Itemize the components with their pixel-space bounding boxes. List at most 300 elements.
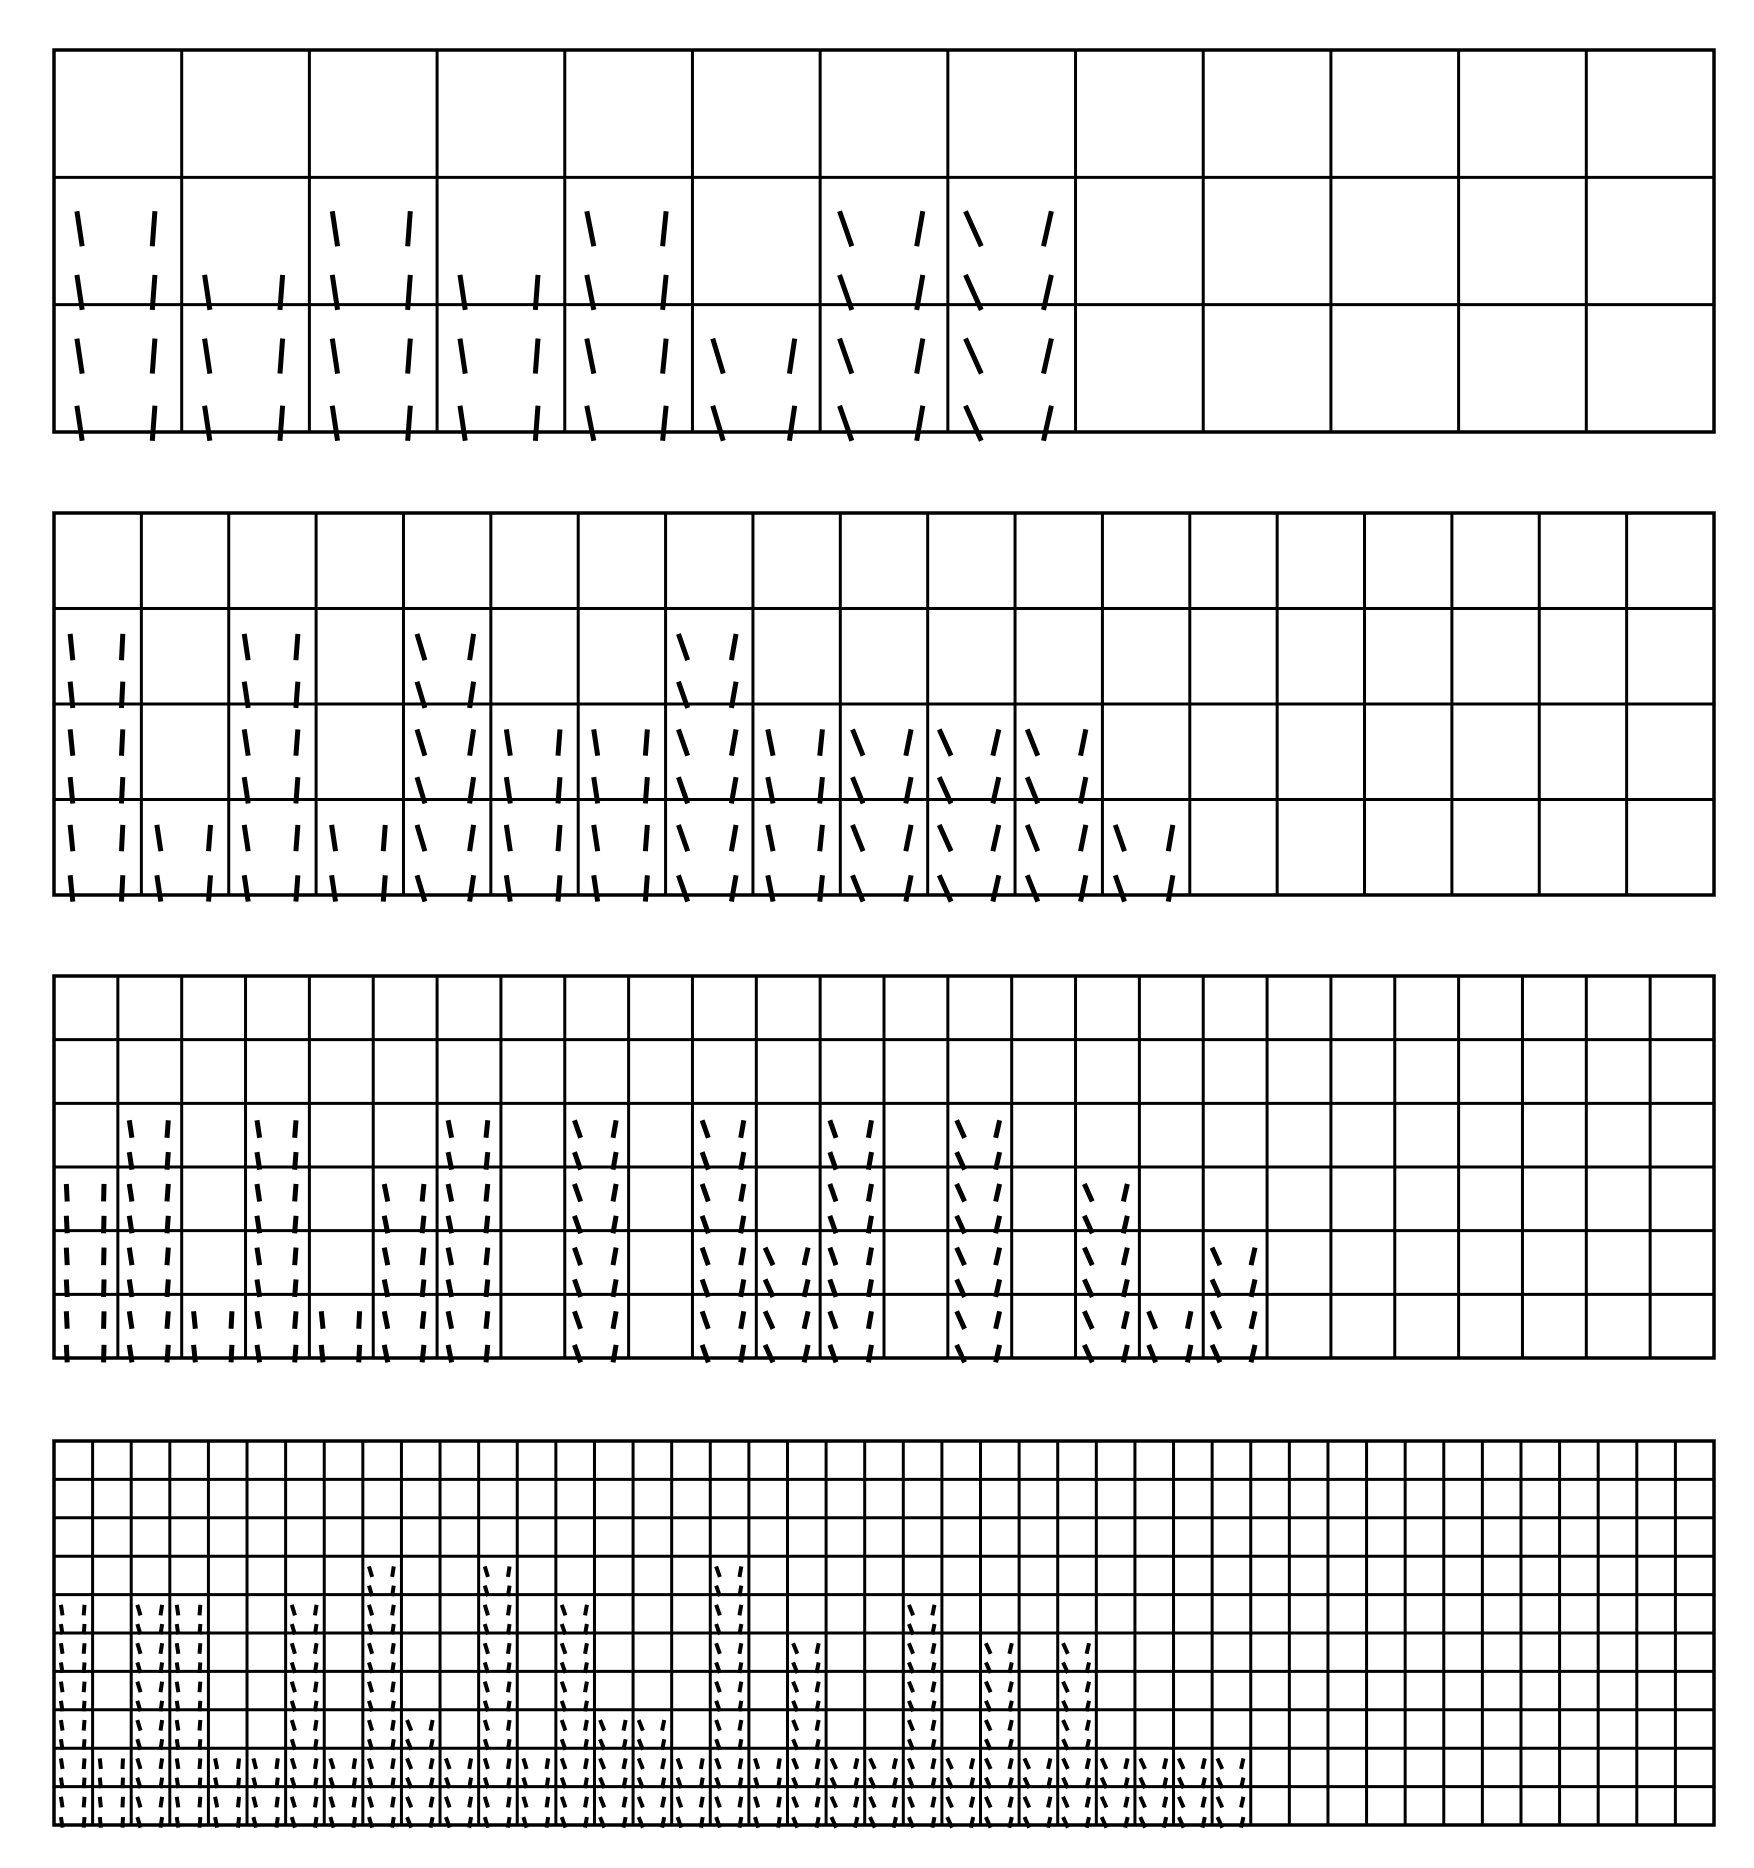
leg-segment-left [70,875,73,901]
leg-segment-right [613,1345,616,1363]
leg-segment-right [161,1701,163,1712]
leg-segment-left [1149,1345,1156,1363]
leg-segment-right [1164,1778,1166,1789]
leg-segment-left [292,1682,295,1693]
leg-segment-right [585,1701,587,1712]
leg-segment-right [508,1797,510,1808]
leg-segment-right [167,1311,168,1329]
leg-segment-right [739,1643,741,1654]
leg-segment-left [177,1817,179,1828]
leg-segment-right [315,1758,317,1769]
leg-segment-right [868,1345,871,1363]
leg-segment-right [932,1701,934,1712]
leg-segment-left [765,1345,773,1363]
leg-segment-right [789,406,794,441]
leg-segment-right [739,1701,741,1712]
leg-segment-left [1140,1758,1145,1769]
leg-segment-right [508,1758,510,1769]
leg-segment-left [1063,1682,1068,1693]
leg-segment-left [417,729,425,755]
leg-segment-right [585,1778,587,1789]
leg-segment-right [469,1758,471,1769]
leg-segment-right [624,1817,626,1828]
leg-segment-left [66,1311,67,1329]
leg-segment-right [778,1758,780,1769]
leg-segment-left [840,406,852,441]
leg-segment-left [177,1797,179,1808]
leg-segment-right [1009,1739,1011,1750]
leg-segment-right [1187,1311,1191,1329]
leg-segment-left [716,1682,720,1693]
leg-segment-right [84,1701,85,1712]
leg-segment-right [161,1797,163,1808]
leg-segment-left [830,1120,836,1138]
leg-segment-left [66,1279,67,1297]
leg-segment-right [701,1797,703,1808]
leg-segment-right [238,1758,239,1769]
leg-segment-right [1009,1758,1011,1769]
leg-segment-right [1125,1758,1127,1769]
leg-segment-right [161,1662,163,1673]
leg-segment-left [678,825,687,851]
leg-segment-right [392,1643,394,1654]
leg-segment-left [129,1311,132,1329]
leg-segment-right [315,1605,317,1616]
leg-segment-left [205,406,210,441]
leg-segment-right [383,825,385,851]
leg-segment-right [152,211,155,246]
leg-segment-left [257,1279,260,1297]
leg-segment-right [200,1720,201,1731]
leg-segment-left [966,406,982,441]
leg-segment-right [84,1739,85,1750]
leg-segment-right [996,1120,1000,1138]
leg-segment-right [296,634,298,660]
leg-segment-right [1048,1797,1050,1808]
leg-segment-right [295,1152,296,1170]
leg-segment-left [448,1279,452,1297]
leg-segment-left [562,1605,566,1616]
leg-segment-right [855,1817,857,1828]
leg-segment-right [315,1797,317,1808]
leg-segment-left [369,1682,372,1693]
leg-segment-right [296,875,298,901]
leg-segment-left [678,729,687,755]
leg-segment-right [741,1279,744,1297]
leg-segment-right [161,1778,163,1789]
leg-segment-right [121,777,122,803]
leg-segment-left [1115,875,1124,901]
leg-segment-right [486,1184,488,1202]
leg-segment-right [315,1720,317,1731]
leg-segment-right [280,339,283,374]
leg-segment-right [741,1248,744,1266]
leg-segment-left [1027,825,1038,851]
leg-segment-left [562,1643,566,1654]
leg-segment-right [613,1152,616,1170]
leg-segment-right [645,825,647,851]
leg-segment-left [523,1758,526,1769]
leg-segment-left [986,1643,991,1654]
leg-segment-right [200,1701,201,1712]
leg-segment-right [470,875,474,901]
leg-segment-right [817,1817,819,1828]
leg-segment-left [177,1682,179,1693]
leg-segment-left [194,1311,196,1329]
leg-segment-right [295,1311,296,1329]
leg-segment-right [917,211,923,246]
leg-segment-left [61,1643,63,1654]
leg-segment-left [840,211,852,246]
leg-segment-left [215,1797,217,1808]
leg-segment-right [121,682,122,708]
leg-segment-left [986,1758,991,1769]
leg-segment-right [820,825,823,851]
leg-segment-right [486,1216,488,1234]
leg-segment-right [238,1778,239,1789]
leg-segment-right [430,1797,432,1808]
leg-segment-left [460,339,465,374]
leg-segment-left [61,1739,63,1750]
leg-segment-right [392,1662,394,1673]
leg-segment-right [296,825,298,851]
leg-segment-right [993,825,999,851]
leg-segment-left [1217,1758,1222,1769]
leg-segment-right [1202,1758,1204,1769]
leg-segment-right [558,777,560,803]
leg-segment-left [830,1345,836,1363]
leg-segment-right [84,1643,85,1654]
leg-segment-left [66,1216,67,1234]
leg-segment-right [1087,1701,1089,1712]
leg-segment-right [804,1248,808,1266]
leg-segment-right [906,729,911,755]
leg-segment-right [855,1797,857,1808]
leg-segment-left [562,1758,566,1769]
leg-segment-right [585,1682,587,1693]
leg-segment-left [562,1682,566,1693]
leg-segment-right [422,1216,424,1234]
leg-segment-right [152,406,155,441]
leg-segment-right [613,1248,616,1266]
leg-segment-left [957,1248,965,1266]
leg-segment-right [296,729,298,755]
leg-segment-right [663,406,667,441]
leg-segment-right [315,1682,317,1693]
leg-segment-right [315,1817,317,1828]
leg-segment-right [1164,1797,1166,1808]
leg-segment-right [200,1778,201,1789]
leg-segment-right [547,1778,549,1789]
leg-segment-right [932,1817,934,1828]
leg-segment-left [253,1817,256,1828]
leg-segment-left [1063,1797,1068,1808]
leg-segment-left [793,1797,797,1808]
leg-segment-right [817,1701,819,1712]
leg-segment-left [1149,1311,1156,1329]
leg-segment-right [408,339,411,374]
leg-segment-left [1179,1797,1184,1808]
leg-segment-right [932,1720,934,1731]
leg-segment-left [244,825,248,851]
leg-segment-left [1063,1758,1068,1769]
leg-segment-right [200,1643,201,1654]
leg-segment-right [408,406,411,441]
leg-segment-right [354,1758,356,1769]
leg-segment-left [716,1605,720,1616]
leg-segment-right [470,825,474,851]
leg-segment-left [830,1184,836,1202]
leg-segment-right [535,275,538,310]
leg-segment-left [793,1643,797,1654]
leg-segment-right [359,1311,360,1329]
leg-segment-right [315,1643,317,1654]
leg-segment-left [1102,1797,1107,1808]
leg-segment-right [422,1248,424,1266]
leg-segment-left [446,1758,450,1769]
leg-segment-right [486,1248,488,1266]
leg-segment-right [1164,1758,1166,1769]
leg-segment-right [486,1311,488,1329]
leg-segment-left [485,1643,488,1654]
leg-segment-left [257,1184,260,1202]
leg-segment-right [1251,1345,1255,1363]
leg-segment-left [716,1758,720,1769]
leg-segment-left [100,1817,101,1828]
leg-segment-right [820,729,823,755]
leg-segment-right [701,1817,703,1828]
leg-segment-right [971,1817,973,1828]
leg-segment-right [238,1797,239,1808]
leg-segment-right [280,275,283,310]
leg-segment-right [731,825,736,851]
leg-segment-left [830,1311,836,1329]
leg-segment-left [253,1778,256,1789]
leg-segment-left [678,1758,682,1769]
leg-segment-right [971,1797,973,1808]
leg-segment-right [200,1817,201,1828]
leg-segment-left [600,1720,604,1731]
leg-segment-left [1063,1720,1068,1731]
leg-segment-right [739,1817,741,1828]
leg-segment-left [939,875,951,901]
leg-segment-right [430,1758,432,1769]
leg-segment-left [137,1797,140,1808]
leg-segment-right [1168,825,1173,851]
leg-segment-left [966,211,982,246]
leg-segment-right [917,339,923,374]
leg-segment-right [778,1797,780,1808]
leg-segment-left [61,1778,63,1789]
leg-segment-right [817,1797,819,1808]
leg-segment-left [562,1720,566,1731]
leg-segment-left [137,1720,140,1731]
leg-segment-right [741,1120,744,1138]
leg-segment-right [84,1797,85,1808]
leg-segment-right [392,1605,394,1616]
leg-segment-left [574,1248,580,1266]
leg-segment-right [1009,1643,1011,1654]
leg-segment-left [485,1682,488,1693]
leg-segment-right [392,1758,394,1769]
leg-segment-left [702,1248,708,1266]
leg-segment-right [547,1758,549,1769]
leg-segment-left [909,1682,913,1693]
leg-segment-left [332,406,337,441]
leg-segment-right [354,1817,356,1828]
leg-segment-left [587,211,594,246]
leg-segment-right [121,729,122,755]
leg-segment-left [793,1682,797,1693]
leg-segment-left [966,339,982,374]
leg-segment-left [369,1758,372,1769]
leg-segment-right [739,1624,741,1635]
leg-segment-left [716,1566,720,1577]
leg-segment-left [716,1720,720,1731]
leg-segment-right [894,1758,896,1769]
leg-segment-right [932,1643,934,1654]
leg-segment-right [1087,1817,1089,1828]
leg-segment-right [152,339,155,374]
leg-segment-right [392,1586,394,1597]
leg-segment-right [1087,1643,1089,1654]
leg-segment-right [295,1345,296,1363]
leg-segment-left [407,1797,411,1808]
leg-segment-left [587,406,594,441]
leg-segment-left [253,1758,256,1769]
leg-segment-left [562,1797,566,1808]
leg-segment-left [594,729,598,755]
leg-segment-left [448,1216,452,1234]
leg-segment-left [1115,825,1124,851]
leg-segment-left [177,1701,179,1712]
leg-segment-left [215,1778,217,1789]
leg-segment-left [330,1758,333,1769]
leg-segment-right [315,1662,317,1673]
leg-segment-right [486,1279,488,1297]
leg-segment-right [1125,1778,1127,1789]
leg-segment-right [739,1566,741,1577]
leg-segment-right [469,1817,471,1828]
leg-segment-right [238,1817,239,1828]
leg-segment-right [741,1345,744,1363]
leg-segment-left [1212,1311,1220,1329]
leg-segment-left [957,1311,965,1329]
leg-segment-right [1087,1739,1089,1750]
leg-segment-left [702,1120,708,1138]
leg-segment-left [244,729,248,755]
panel-2 [54,513,1714,902]
leg-segment-right [167,1279,168,1297]
leg-segment-left [205,339,210,374]
leg-segment-right [84,1817,85,1828]
leg-segment-right [1009,1720,1011,1731]
leg-segment-right [315,1624,317,1635]
panel-1 [54,50,1714,441]
leg-segment-left [939,825,951,851]
leg-segment-right [486,1152,488,1170]
leg-segment-right [315,1778,317,1789]
leg-segment-right [1087,1682,1089,1693]
leg-segment-left [157,875,161,901]
leg-segment-left [1024,1797,1029,1808]
leg-segment-right [932,1758,934,1769]
leg-segment-left [417,634,425,660]
leg-segment-right [152,275,155,310]
leg-segment-right [1202,1797,1204,1808]
leg-segment-right [1009,1778,1011,1789]
leg-segment-left [1027,729,1038,755]
leg-segment-right [932,1778,934,1789]
leg-segment-right [161,1817,163,1828]
leg-segment-right [1044,339,1052,374]
leg-segment-left [485,1758,488,1769]
leg-segment-right [662,1720,664,1731]
leg-segment-right [200,1797,201,1808]
leg-segment-right [1009,1662,1011,1673]
leg-segment-left [870,1797,875,1808]
leg-segment-left [574,1311,580,1329]
leg-segment-right [122,1758,123,1769]
leg-segment-left [332,825,336,851]
leg-segment-right [1009,1797,1011,1808]
leg-segment-left [957,1345,965,1363]
leg-segment-right [585,1605,587,1616]
leg-segment-right [508,1643,510,1654]
leg-segment-right [167,1120,168,1138]
leg-segment-left [215,1758,217,1769]
leg-segment-right [167,1184,168,1202]
leg-segment-right [167,1216,168,1234]
leg-segment-left [292,1720,295,1731]
leg-segment-right [585,1758,587,1769]
leg-segment-left [70,825,73,851]
leg-segment-left [66,1184,67,1202]
leg-segment-right [276,1778,277,1789]
leg-segment-right [585,1739,587,1750]
leg-segment-right [430,1817,432,1828]
leg-segment-right [508,1701,510,1712]
leg-segment-left [407,1758,411,1769]
leg-segment-right [486,1120,488,1138]
leg-segment-right [778,1778,780,1789]
leg-segment-right [200,1624,201,1635]
leg-segment-right [161,1682,163,1693]
leg-segment-left [909,1720,913,1731]
leg-segment-left [129,1216,132,1234]
leg-segment-right [585,1662,587,1673]
leg-segment-right [701,1758,703,1769]
leg-segment-left [177,1605,179,1616]
leg-segment-right [122,1797,123,1808]
leg-segment-right [932,1797,934,1808]
leg-segment-left [257,1248,260,1266]
leg-segment-right [1087,1662,1089,1673]
leg-segment-left [600,1797,604,1808]
leg-segment-right [508,1605,510,1616]
leg-segment-right [996,1184,1000,1202]
leg-segment-right [1123,1345,1127,1363]
leg-segment-right [295,1120,296,1138]
leg-segment-left [574,1120,580,1138]
leg-segment-left [768,875,773,901]
leg-segment-left [793,1720,797,1731]
leg-segment-left [77,211,82,246]
leg-segment-right [392,1720,394,1731]
leg-segment-right [1009,1682,1011,1693]
leg-segment-left [587,339,594,374]
leg-segment-left [129,1184,132,1202]
